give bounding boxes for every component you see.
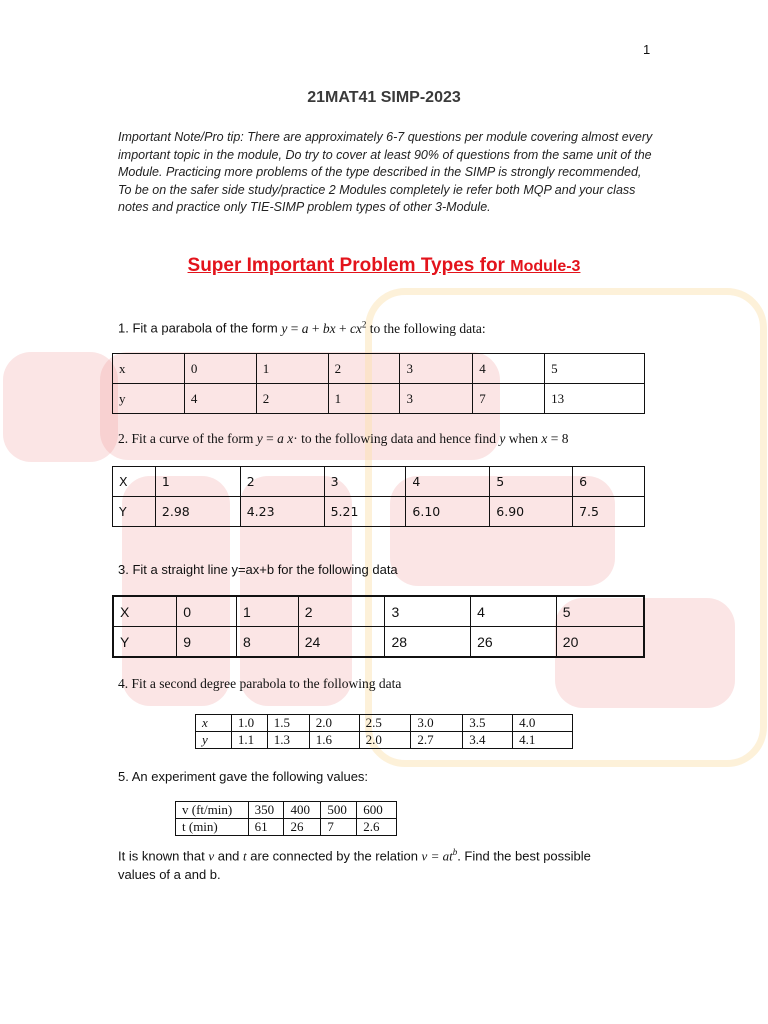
heading-text: Super Important Problem Types for [187,255,511,276]
question-4: 4. Fit a second degree parabola to the following data [118,676,402,691]
table-row: v (ft/min) 350 400 500 600 [176,802,397,819]
table-q5 [175,801,397,836]
page-number: 1 [643,42,651,57]
table-row: y 4 2 1 3 7 13 [113,384,645,414]
table-row: X 1 2 3 4 5 6 [113,467,645,497]
table-row: x 0 1 2 3 4 5 [113,354,645,384]
table-row: X 0 1 2 3 4 5 [113,596,644,627]
document-title: 21MAT41 SIMP-2023 [307,89,461,106]
table-q4 [195,714,573,749]
question-2: 2. Fit a curve of the form y = a x· to the following data and hence find y when x = 8 [118,431,569,446]
relation-line-2: values of a and b. [118,867,221,882]
table-q3 [112,595,645,658]
question-5: 5. An experiment gave the following values: [118,769,369,784]
important-note: Important Note/Pro tip: There are approximately 6-7 questions per module covering almost every important topic in the module, Do try to cover at least 90% of questions from the same unit of the Module. Practicing more problems of the type described in the SIMP is strongly recommended, To be on the safer side study/practice 2 Modules completely ie refer both MQP and your class notes and practice only TIE-SIMP problem types of other 3-Module. [118,130,653,215]
table-row: x 1.0 1.5 2.0 2.5 3.0 3.5 4.0 [196,715,573,732]
table-q2 [112,466,645,527]
table-row: Y 9 8 24 28 26 20 [113,627,644,658]
relation-line: It is known that v and t are connected by the relation $v = at^b$. Find the best possible [118,847,591,864]
section-heading [0,255,768,277]
table-q1 [112,353,645,414]
table-row: Y 2.98 4.23 5.21 6.10 6.90 7.5 [113,497,645,527]
watermark-shape [3,352,118,462]
table-row: t (min) 61 26 7 2.6 [176,819,397,836]
question-1: 1. Fit a parabola of the form y = a + bx + $cx^2$ to the following data: [118,319,486,336]
table-row: y 1.1 1.3 1.6 2.0 2.7 3.4 4.1 [196,732,573,749]
heading-module: Module-3 [510,258,581,275]
question-3: 3. Fit a straight line y=ax+b for the following data [118,562,398,577]
